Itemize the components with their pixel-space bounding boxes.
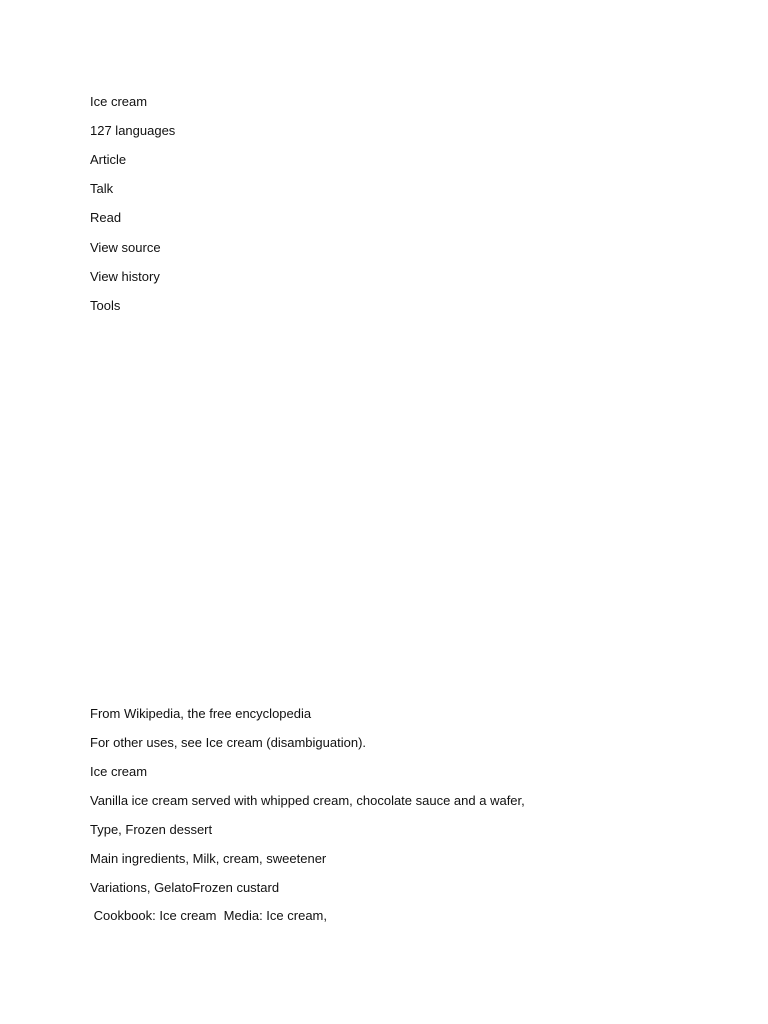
read-link[interactable]: Read xyxy=(90,210,122,225)
disambiguation-hatnote[interactable]: For other uses, see Ice cream (disambiguation). xyxy=(90,735,367,750)
view-history-link[interactable]: View history xyxy=(90,269,160,284)
infobox-type: Type, Frozen dessert xyxy=(90,822,213,837)
infobox-links[interactable]: Cookbook: Ice cream Media: Ice cream, xyxy=(90,908,327,923)
tab-article[interactable]: Article xyxy=(90,152,127,167)
languages-link[interactable]: 127 languages xyxy=(90,123,176,138)
tab-talk[interactable]: Talk xyxy=(90,181,114,196)
infobox-caption: Vanilla ice cream served with whipped cream, chocolate sauce and a wafer, xyxy=(90,793,525,808)
site-tagline: From Wikipedia, the free encyclopedia xyxy=(90,706,312,721)
infobox-variations: Variations, GelatoFrozen custard xyxy=(90,880,280,895)
page-title: Ice cream xyxy=(90,94,148,109)
tools-menu[interactable]: Tools xyxy=(90,298,121,313)
infobox-title: Ice cream xyxy=(90,764,148,779)
infobox-main-ingredients: Main ingredients, Milk, cream, sweetener xyxy=(90,851,327,866)
view-source-link[interactable]: View source xyxy=(90,240,161,255)
